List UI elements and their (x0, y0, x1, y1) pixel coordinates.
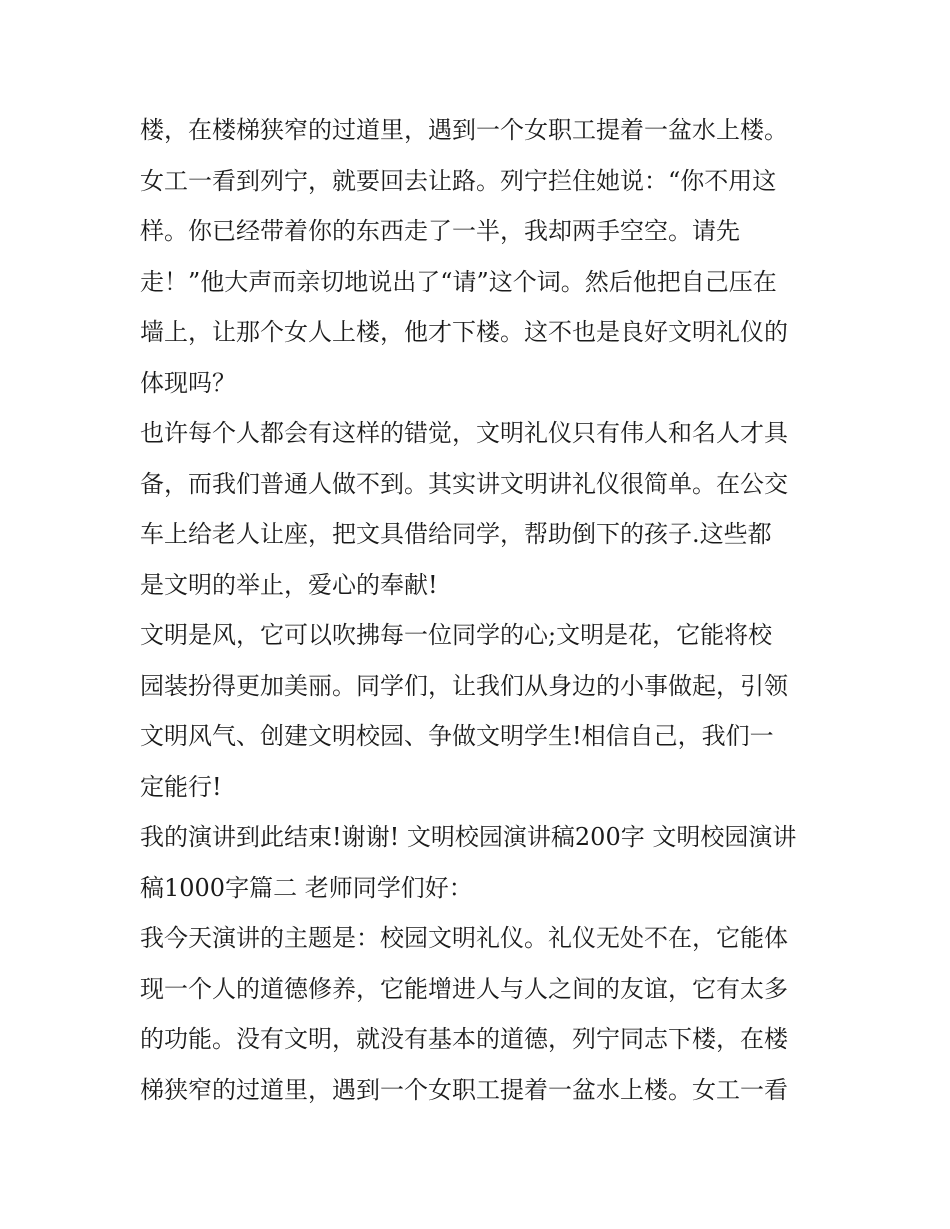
text-line: 我今天演讲的主题是：校园文明礼仪。礼仪无处不在，它能体 (140, 924, 788, 952)
text-line: 女工一看到列宁，就要回去让路。列宁拦住她说：“你不用这 (140, 166, 777, 195)
text-line: 文明风气、创建文明校园、争做文明学生!相信自己，我们一 (140, 722, 774, 750)
text-line: 体现吗？ (140, 368, 236, 397)
text-line: 楼，在楼梯狭窄的过道里，遇到一个女职工提着一盆水上楼。 (140, 116, 788, 144)
text-line: 文明是风，它可以吹拂每一位同学的心;文明是花，它能将校 (140, 621, 773, 649)
text-line: 稿1000字篇二 老师同学们好： (140, 873, 473, 902)
text-line: 我的演讲到此结束!谢谢! 文明校园演讲稿200字 文明校园演讲 (140, 823, 797, 851)
text-line: 的功能。没有文明，就没有基本的道德，列宁同志下楼，在楼 (140, 1025, 788, 1053)
text-line: 现一个人的道德修养，它能增进人与人之间的友谊，它有太多 (140, 974, 788, 1003)
text-line: 梯狭窄的过道里，遇到一个女职工提着一盆水上楼。女工一看 (140, 1075, 788, 1104)
text-line: 定能行! (140, 772, 222, 801)
text-line: 墙上，让那个女人上楼，他才下楼。这不也是良好文明礼仪的 (140, 318, 788, 346)
text-line: 园装扮得更加美丽。同学们，让我们从身边的小事做起，引领 (140, 671, 788, 700)
text-line: 样。你已经带着你的东西走了一半，我却两手空空。请先 (140, 217, 740, 245)
text-line: 车上给老人让座，把文具借给同学，帮助倒下的孩子.这些都 (140, 520, 772, 548)
text-line: 也许每个人都会有这样的错觉，文明礼仪只有伟人和名人才具 (140, 419, 788, 447)
body-text (140, 105, 812, 1115)
text-line: 走！”他大声而亲切地说出了“请”这个词。然后他把自己压在 (140, 267, 777, 296)
text-line: 是文明的举止，爱心的奉献! (140, 570, 438, 599)
text-line: 备，而我们普通人做不到。其实讲文明讲礼仪很简单。在公交 (140, 469, 788, 498)
